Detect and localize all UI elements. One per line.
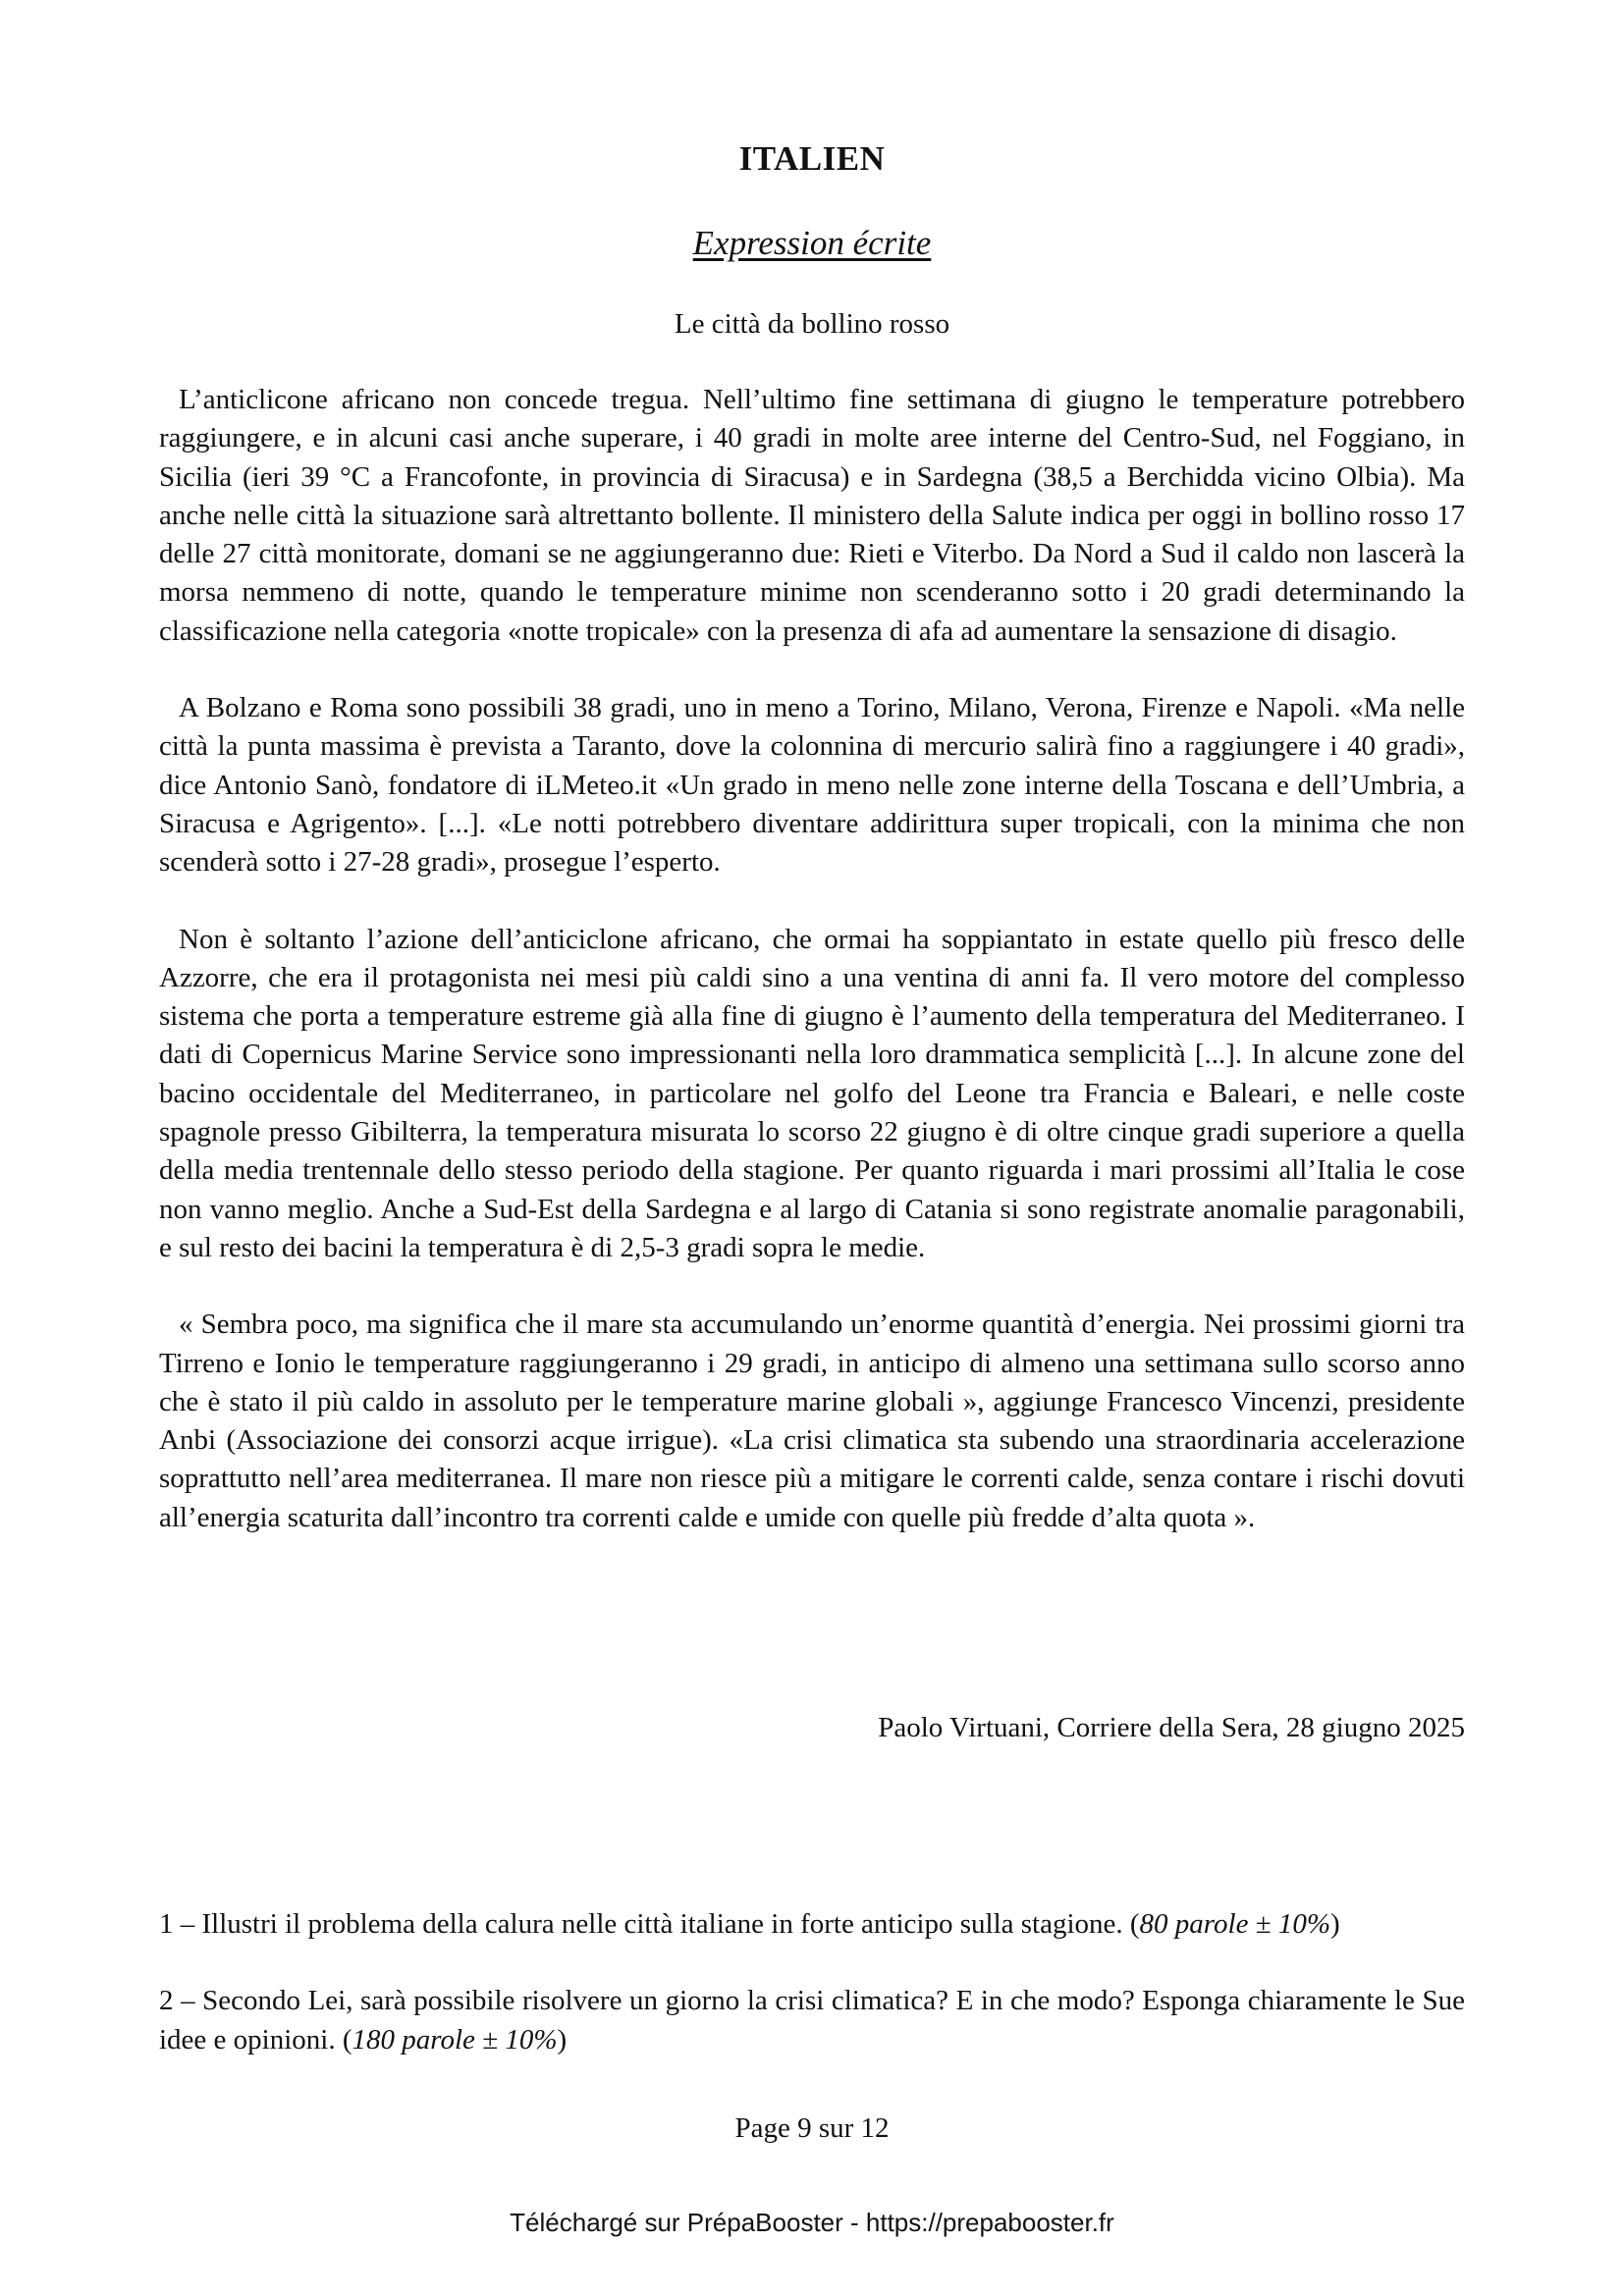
article-source: Paolo Virtuani, Corriere della Sera, 28 giugno 2025: [878, 1712, 1465, 1743]
article-title: Le città da bollino rosso: [674, 308, 950, 340]
download-note: Téléchargé sur PrépaBooster - https://prepabooster.fr: [510, 2208, 1114, 2237]
article-paragraph: « Sembra poco, ma significa che il mare sta accumulando un’enorme quantità d’energia. Nei prossimi giorni tra Tirreno e Ionio le temperature raggiungeranno i 29 gradi, in anticipo di almeno una settimana sullo scorso anno che è stato il più caldo in assoluto per le temperature marine globali », aggiunge Francesco Vincenzi, presidente Anbi (Associazione dei consorzi acque irrigue). «La crisi climatica sta subendo una straordinaria accelerazione soprattutto nell’area mediterranea. Il mare non riesce più a mitigare le correnti calde, senza contare i rischi dovuti all’energia scaturita dall’incontro tra correnti calde e umide con quelle più fredde d’alta quota ».: [159, 1308, 1465, 1533]
word-limit: 180 parole ± 10%: [352, 2023, 558, 2056]
questions-list: [159, 1905, 1465, 2059]
page-number: Page 9 sur 12: [734, 2112, 890, 2144]
article-paragraph: Non è soltanto l’azione dell’anticiclone africano, che ormai ha soppiantato in estate quello più fresco delle Azzorre, che era il protagonista nei mesi più caldi sino a una ventina di anni fa. Il vero motore del complesso sistema che porta a temperature estreme già alla fine di giugno è l’aumento della temperatura del Mediterraneo. I dati di Copernicus Marine Service sono impressionanti nella loro drammatica semplicità [...]. In alcune zone del bacino occidentale del Mediterraneo, in particolare nel golfo del Leone tra Francia e Baleari, e nelle coste spagnole presso Gibilterra, la temperatura misurata lo scorso 22 giugno è di oltre cinque gradi superiore a quella della media trentennale dello stesso periodo della stagione. Per quanto riguarda i mari prossimi all’Italia le cose non vanno meglio. Anche a Sud-Est della Sardegna e al largo di Catania si sono registrate anomalie paragonabili, e sul resto dei bacini la temperatura è di 2,5-3 gradi sopra le medie.: [159, 923, 1465, 1263]
word-limit: 80 parole ± 10%: [1139, 1908, 1331, 1940]
article-paragraph: A Bolzano e Roma sono possibili 38 gradi, uno in meno a Torino, Milano, Verona, Firenze e Napoli. «Ma nelle città la punta massima è prevista a Taranto, dove la colonnina di mercurio salirà fino a raggiungere i 40 gradi», dice Antonio Sanò, fondatore di iLMeteo.it «Un grado in meno nelle zone interne della Toscana e dell’Umbria, a Siracusa e Agrigento». [...]. «Le notti potrebbero diventare addirittura super tropicali, con la minima che non scenderà sotto i 27-28 gradi», prosegue l’esperto.: [159, 692, 1465, 879]
question-2: [159, 1982, 1465, 2059]
question-text: 1 – Illustri il problema della calura nelle città italiane in forte anticipo sulla stagione. (: [159, 1908, 1140, 1940]
subject-heading: ITALIEN: [738, 139, 886, 178]
exercise-heading: Expression écrite: [692, 224, 932, 262]
article-body: [159, 381, 1465, 1537]
article-paragraph: L’anticlicone africano non concede tregua. Nell’ultimo fine settimana di giugno le temperature potrebbero raggiungere, e in alcuni casi anche superare, i 40 gradi in molte aree interne del Centro-Sud, nel Foggiano, in Sicilia (ieri 39 °C a Francofonte, in provincia di Siracusa) e in Sardegna (38,5 a Berchidda vicino Olbia). Ma anche nelle città la situazione sarà altrettanto bollente. Il ministero della Salute indica per oggi in bollino rosso 17 delle 27 città monitorate, domani se ne aggiungeranno due: Rieti e Viterbo. Da Nord a Sud il caldo non lascerà la morsa nemmeno di notte, quando le temperature minime non scenderanno sotto i 20 gradi determinando la classificazione nella categoria «notte tropicale» con la presenza di afa ad aumentare la sensazione di disagio.: [159, 384, 1465, 647]
question-close: ): [557, 2023, 568, 2056]
question-close: ): [1330, 1908, 1340, 1940]
question-text: 2 – Secondo Lei, sarà possibile risolvere un giorno la crisi climatica? E in che modo? Esponga chiaramente le Sue idee e opinioni. (: [159, 1985, 1465, 2056]
question-1: [159, 1905, 1465, 1944]
